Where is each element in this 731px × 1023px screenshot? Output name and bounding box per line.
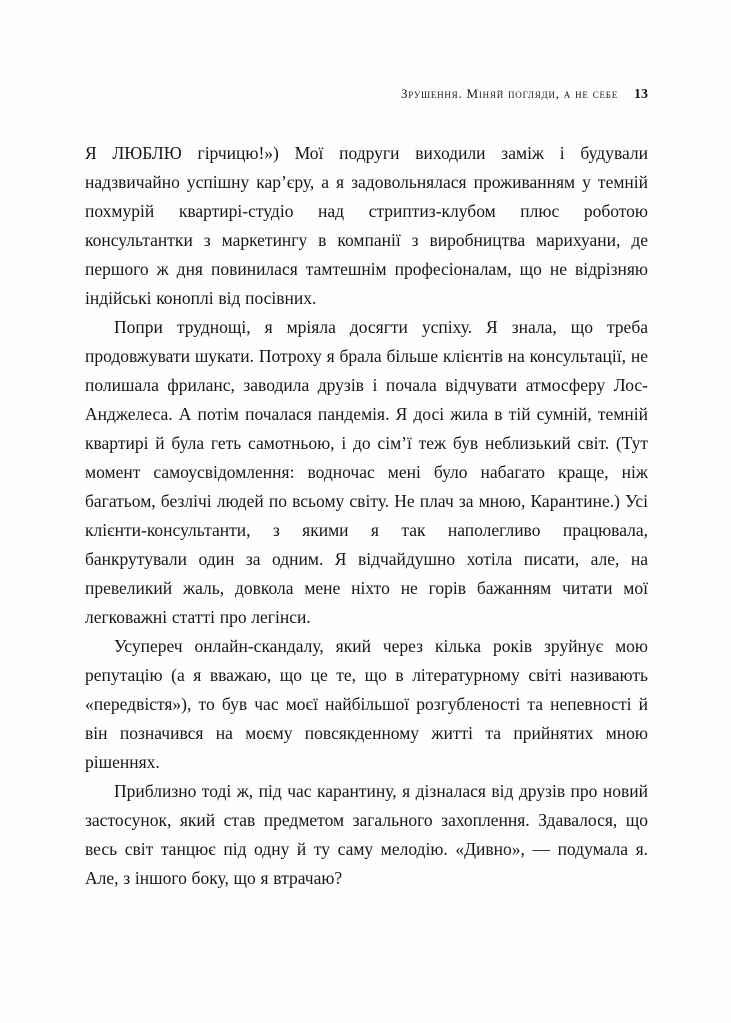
paragraph: Попри труднощі, я мріяла досягти успіху. Я знала, що треба продовжувати шукати. Потроху я брала більше клієнтів на консультації, не полишала фриланс, заводила друзів і почала відчувати атмосферу Лос-Анджелеса. А потім почалася пандемія. Я досі жила в тій сумній, темній квартирі й була геть самотньою, і до сім’ї теж був неблизький світ. (Тут момент самоусвідомлення: водночас мені було набагато краще, ніж багатьом, безлічі людей по всьому світу. Не плач за мною, Карантине.) Усі клієнти-консультанти, з якими я так наполегливо працювала, банкрутували один за одним. Я відчайдушно хотіла писати, але, на превеликий жаль, довкола мене ніхто не горів бажанням читати мої легковажні статті про легінси. [85, 317, 648, 627]
page-number: 13 [634, 87, 648, 102]
running-title: Зрушення. Міняй погляди, а не себе [400, 86, 618, 101]
paragraph: Приблизно тоді ж, під час карантину, я дізналася від друзів про новий застосунок, який став предметом загального захоплення. Здавалося, що весь світ танцює під одну й ту саму мелодію. «Дивно», — подумала я. Але, з іншого боку, що я втрачаю? [85, 781, 648, 888]
running-header [85, 86, 648, 103]
paragraph: Усупереч онлайн-скандалу, який через кілька років зруйнує мою репутацію (а я вважаю, що це те, що в літературному світі називають «передвістя»), то був час моєї найбільшої розгубленості та непевності й він позначився на моєму повсякденному житті та прийнятих мною рішеннях. [85, 636, 648, 772]
paragraph: Я ЛЮБЛЮ гірчицю!») Мої подруги виходили заміж і будували надзвичайно успішну кар’єру, а я задовольнялася проживанням у темній похмурій квартирі-студіо над стриптиз-клубом плюс роботою консультантки з маркетингу в компанії з виробництва марихуани, де першого ж дня повинилася тамтешнім професіоналам, що не відрізняю індійські коноплі від посівних. [85, 143, 648, 308]
body-text [85, 139, 648, 893]
